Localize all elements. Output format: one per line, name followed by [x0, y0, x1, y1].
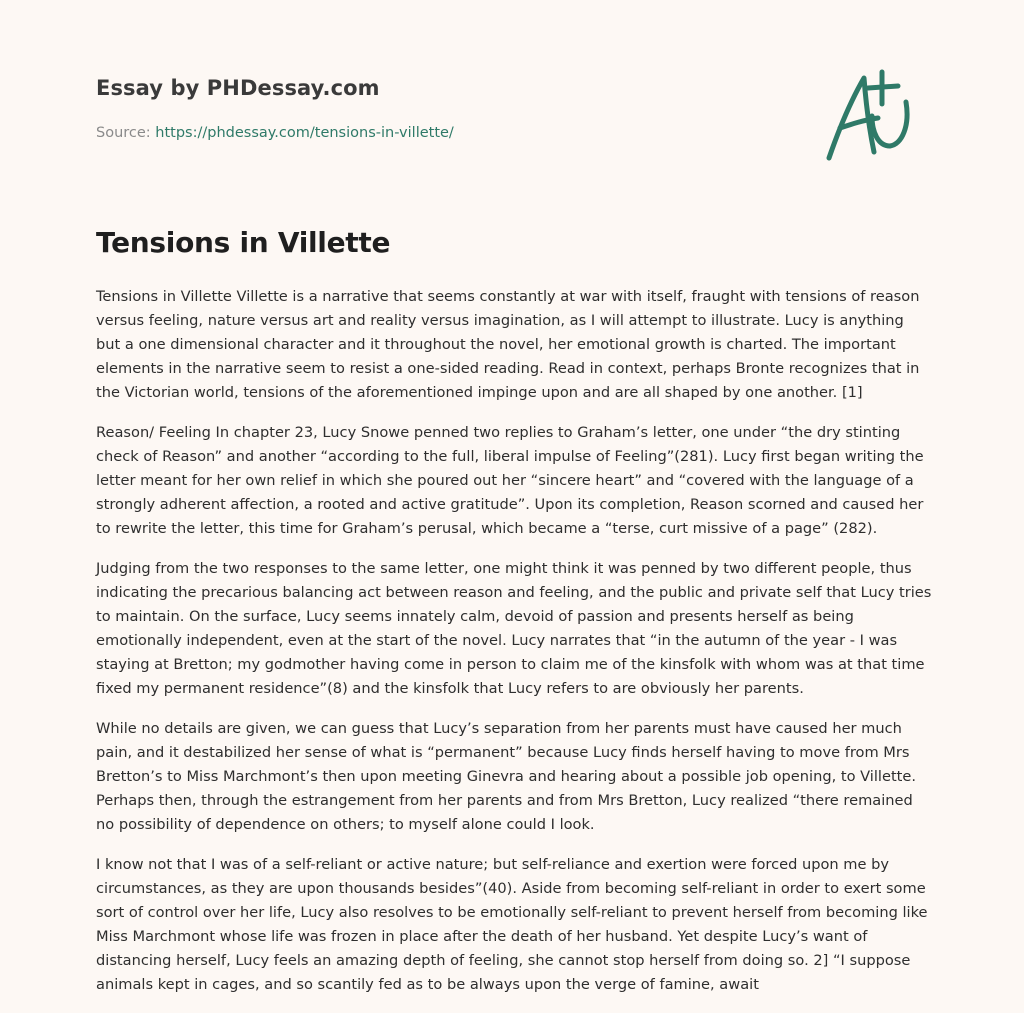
article-paragraph: I know not that I was of a self-reliant or active nature; but self-reliance and exertion were forced upon me by circumstances, as they are upon thousands besides”(40). Aside from becoming self-reliant in order to exert some sort of control over her life, Lucy also resolves to be emotionally self-reliant to prevent herself from becoming like Miss Marchmont whose life was frozen in place after the death of her husband. Yet despite Lucy’s want of distancing herself, Lucy feels an amazing depth of feeling, she cannot stop herself from doing so. 2] “I suppose animals kept in cages, and so scantily fed as to be always upon the verge of famine, await — [96, 856, 928, 993]
article-paragraph: Judging from the two responses to the same letter, one might think it was penned by two different people, thus indicating the precarious balancing act between reason and feeling, and the public and private self that Lucy tries to maintain. On the surface, Lucy seems innately calm, devoid of passion and presents herself as being emotionally independent, even at the start of the novel. Lucy narrates that “in the autumn of the year - I was staying at Bretton; my godmother having come in person to claim me of the kinsfolk with whom was at that time fixed my permanent residence”(8) and the kinsfolk that Lucy refers to are obviously her parents. — [96, 560, 932, 697]
site-brand: Essay by PHDessay.com — [96, 76, 380, 100]
source-line — [96, 125, 454, 141]
article-body — [96, 285, 932, 1013]
article-paragraph: Tensions in Villette Villette is a narrative that seems constantly at war with itself, fraught with tensions of reason versus feeling, nature versus art and reality versus imagination, as I will attempt to illustrate. Lucy is anything but a one dimensional character and it throughout the novel, her emotional growth is charted. The important elements in the narrative seem to resist a one-sided reading. Read in context, perhaps Bronte recognizes that in the Victorian world, tensions of the aforementioned impinge upon and are all shaped by one another. [1] — [96, 288, 920, 401]
article-title: Tensions in Villette — [96, 226, 391, 259]
a-plus-logo-icon — [820, 66, 930, 166]
article-paragraph: Reason/ Feeling In chapter 23, Lucy Snowe penned two replies to Graham’s letter, one under “the dry stinting check of Reason” and another “according to the full, liberal impulse of Feeling”(281). Lucy first began writing the letter meant for her own relief in which she poured out her “sincere heart” and “covered with the language of a strongly adherent affection, a rooted and active gratitude”. Upon its completion, Reason scorned and caused her to rewrite the letter, this time for Graham’s perusal, which became a “terse, curt missive of a page” (282). — [96, 424, 924, 537]
source-label: Source: — [96, 125, 151, 141]
article-paragraph: While no details are given, we can guess that Lucy’s separation from her parents must have caused her much pain, and it destabilized her sense of what is “permanent” because Lucy finds herself having to move from Mrs Bretton’s to Miss Marchmont’s then upon meeting Ginevra and hearing about a possible job opening, to Villette. Perhaps then, through the estrangement from her parents and from Mrs Bretton, Lucy realized “there remained no possibility of dependence on others; to myself alone could I look. — [96, 720, 917, 833]
source-link[interactable]: https://phdessay.com/tensions-in-villette/ — [155, 125, 454, 141]
